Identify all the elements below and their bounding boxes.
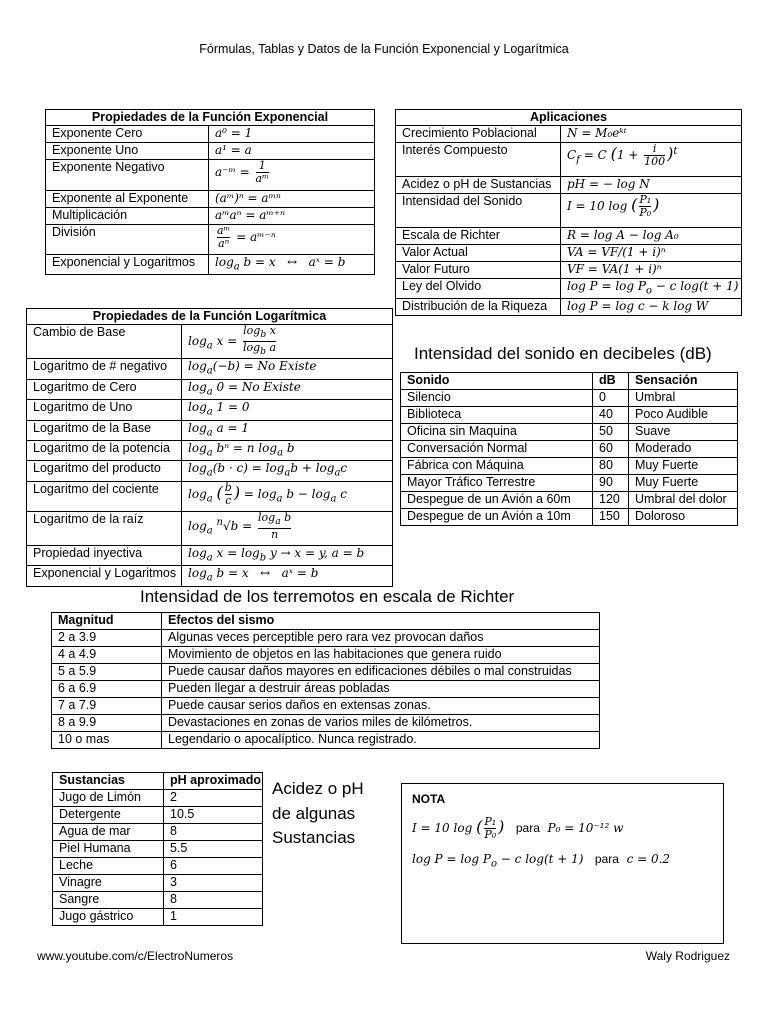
- app-formula: pH = − log N: [561, 177, 742, 194]
- richter-cell: Pueden llegar a destruir áreas pobladas: [162, 681, 600, 698]
- log-formula: $\log_a 0 = No$ Existe: [182, 379, 393, 399]
- richter-cell: Legendario o apocalíptico. Nunca registrado.: [162, 732, 600, 749]
- exp-formula: $\log_a b = x$ ↔ aˣ = b: [209, 255, 375, 275]
- sound-cell: Suave: [629, 424, 738, 441]
- exp-row-label: Exponente al Exponente: [46, 191, 209, 208]
- app-formula: I = 10 log ( $\frac{\text{P₁}}{\text{P₀}}$ ): [561, 194, 742, 228]
- richter-cell: 6 a 6.9: [52, 681, 162, 698]
- app-row-label: Crecimiento Poblacional: [396, 126, 561, 143]
- applications-table: [395, 109, 742, 316]
- note-title: NOTA: [412, 792, 446, 806]
- app-formula: $C_f = C$ (1 + $\frac{i}{100}$ )$^t$: [561, 143, 742, 177]
- sound-cell: Mayor Tráfico Terrestre: [401, 475, 593, 492]
- app-row-label: Interés Compuesto: [396, 143, 561, 177]
- log-formula: $\log_a(b \cdot c) = \log_ab + \log_ac$: [182, 461, 393, 481]
- richter-header: Magnitud: [52, 613, 162, 630]
- sound-cell: 0: [593, 390, 629, 407]
- sound-cell: 80: [593, 458, 629, 475]
- logarithmic-properties-table: [26, 308, 393, 587]
- sound-cell: 50: [593, 424, 629, 441]
- note-box: [401, 783, 724, 944]
- sound-cell: Despegue de un Avión a 10m: [401, 509, 593, 526]
- app-formula: R = log A − log A₀: [561, 228, 742, 245]
- app-row-label: Escala de Richter: [396, 228, 561, 245]
- app-formula: VA = VF/(1 + i)ⁿ: [561, 245, 742, 262]
- ph-cell: Leche: [53, 858, 164, 875]
- ph-cell: Detergente: [53, 807, 164, 824]
- exponential-properties-table: [45, 109, 375, 275]
- richter-cell: Puede causar serios daños en extensas zonas.: [162, 698, 600, 715]
- ph-cell: Agua de mar: [53, 824, 164, 841]
- sound-header: dB: [593, 373, 629, 390]
- app-formula: log P = log c − k log W: [561, 299, 742, 316]
- richter-cell: 8 a 9.9: [52, 715, 162, 732]
- ph-cell: 6: [164, 858, 263, 875]
- richter-cell: 4 a 4.9: [52, 647, 162, 664]
- log-formula: $\log_a b^n = n$ $\log_a b$: [182, 440, 393, 460]
- sound-cell: Umbral del dolor: [629, 492, 738, 509]
- app-row-label: Ley del Olvido: [396, 279, 561, 299]
- richter-cell: 7 a 7.9: [52, 698, 162, 715]
- log-formula: $\log_a b = x$ ↔ aˣ = b: [182, 566, 393, 586]
- log-formula: $\log_a(-b) = No$ Existe: [182, 359, 393, 379]
- sound-cell: Muy Fuerte: [629, 475, 738, 492]
- sound-cell: Silencio: [401, 390, 593, 407]
- app-row-label: Intensidad del Sonido: [396, 194, 561, 228]
- exp-row-label: Exponente Negativo: [46, 160, 209, 191]
- exp-row-label: Exponencial y Logaritmos: [46, 255, 209, 275]
- richter-cell: 5 a 5.9: [52, 664, 162, 681]
- exp-formula: a⁰ = 1: [209, 126, 375, 143]
- app-row-label: Valor Futuro: [396, 262, 561, 279]
- note-formula-forget: $\log P = \log P_o - c$ log(t + 1) para c = 0.2: [412, 852, 671, 870]
- ph-table: [52, 772, 263, 926]
- ph-cell: Jugo de Limón: [53, 790, 164, 807]
- richter-cell: Puede causar daños mayores en edificaciones débiles o mal construidas: [162, 664, 600, 681]
- richter-cell: Algunas veces perceptible pero rara vez provocan daños: [162, 630, 600, 647]
- richter-cell: Movimiento de objetos en las habitaciones que genera ruido: [162, 647, 600, 664]
- note-formula-sound: I = 10 log ( $\frac{\text{P₁}}{\text{P₀}}$ ) para P₀ = 10⁻¹² w: [412, 815, 624, 841]
- log-row-label: Propiedad inyectiva: [27, 545, 182, 565]
- page-title: Fórmulas, Tablas y Datos de la Función Exponencial y Logarítmica: [199, 42, 569, 56]
- richter-table: [51, 612, 600, 749]
- log-row-label: Logaritmo de la raíz: [27, 511, 182, 545]
- log-formula: $\log_a ^n√b$ = $\frac{\log_a b}{n}$: [182, 511, 393, 545]
- ph-cell: Vinagre: [53, 875, 164, 892]
- sound-cell: Muy Fuerte: [629, 458, 738, 475]
- exp-formula: aᵐaⁿ = aᵐ⁺ⁿ: [209, 208, 375, 225]
- log-table-title: Propiedades de la Función Logarítmica: [26, 308, 393, 324]
- sound-cell: Doloroso: [629, 509, 738, 526]
- ph-section-title: Acidez o pH de algunas Sustancias: [272, 779, 364, 847]
- app-row-label: Valor Actual: [396, 245, 561, 262]
- exp-formula: $\frac{\text{aᵐ}}{\text{aⁿ}}$ = aᵐ⁻ⁿ: [209, 225, 375, 255]
- sound-header: Sonido: [401, 373, 593, 390]
- sound-header: Sensación: [629, 373, 738, 390]
- sound-cell: Poco Audible: [629, 407, 738, 424]
- log-formula: $\log_a$ ( $\frac{b}{c}$ ) = $\log_a b - \log_a c$: [182, 481, 393, 511]
- ph-header: Sustancias: [53, 773, 164, 790]
- log-formula: $\log_a a = 1$: [182, 420, 393, 440]
- sound-cell: 90: [593, 475, 629, 492]
- ph-cell: 2: [164, 790, 263, 807]
- exp-formula: (aᵐ)ⁿ = aᵐⁿ: [209, 191, 375, 208]
- sound-cell: 150: [593, 509, 629, 526]
- richter-header: Efectos del sismo: [162, 613, 600, 630]
- sound-cell: Oficina sin Maquina: [401, 424, 593, 441]
- sound-cell: Despegue de un Avión a 60m: [401, 492, 593, 509]
- sound-cell: 40: [593, 407, 629, 424]
- log-row-label: Exponencial y Logaritmos: [27, 566, 182, 586]
- log-row-label: Logaritmo de # negativo: [27, 359, 182, 379]
- richter-cell: Devastaciones en zonas de varios miles de kilómetros.: [162, 715, 600, 732]
- log-row-label: Cambio de Base: [27, 325, 182, 359]
- sound-cell: Biblioteca: [401, 407, 593, 424]
- note-para-label: para: [594, 852, 619, 866]
- sound-cell: Umbral: [629, 390, 738, 407]
- exp-formula: a⁻ᵐ = $\frac{1}{\text{aᵐ}}$: [209, 160, 375, 191]
- app-formula: VF = VA(1 + i)ⁿ: [561, 262, 742, 279]
- richter-section-title: Intensidad de los terremotos en escala de Richter: [140, 587, 515, 606]
- note-para-label: para: [515, 821, 540, 835]
- footer-channel-url: www.youtube.com/c/ElectroNumeros: [37, 949, 234, 963]
- ph-cell: 3: [164, 875, 263, 892]
- app-row-label: Distribución de la Riqueza: [396, 299, 561, 316]
- richter-cell: 10 o mas: [52, 732, 162, 749]
- ph-cell: 5.5: [164, 841, 263, 858]
- log-formula: $\log_a x = \log_b y \to x = y$, a = b: [182, 545, 393, 565]
- log-row-label: Logaritmo del cociente: [27, 481, 182, 511]
- ph-cell: 8: [164, 824, 263, 841]
- ph-cell: 10.5: [164, 807, 263, 824]
- app-row-label: Acidez o pH de Sustancias: [396, 177, 561, 194]
- exp-row-label: Exponente Uno: [46, 143, 209, 160]
- ph-cell: 1: [164, 909, 263, 926]
- sound-cell: Fábrica con Máquina: [401, 458, 593, 475]
- ph-cell: 8: [164, 892, 263, 909]
- ph-header: pH aproximado: [164, 773, 263, 790]
- ph-cell: Piel Humana: [53, 841, 164, 858]
- exp-formula: a¹ = a: [209, 143, 375, 160]
- exp-table-title: Propiedades de la Función Exponencial: [45, 109, 375, 125]
- richter-cell: 2 a 3.9: [52, 630, 162, 647]
- log-formula: $\log_a 1 = 0$: [182, 400, 393, 420]
- apps-table-title: Aplicaciones: [395, 109, 742, 125]
- sound-cell: 120: [593, 492, 629, 509]
- log-row-label: Logaritmo de Cero: [27, 379, 182, 399]
- sound-intensity-table: [400, 372, 738, 526]
- ph-cell: Jugo gástrico: [53, 909, 164, 926]
- sound-cell: 60: [593, 441, 629, 458]
- ph-cell: Sangre: [53, 892, 164, 909]
- exp-row-label: Exponente Cero: [46, 126, 209, 143]
- log-formula: $\log_a x$ = $\frac{\log_b x}{\log_b a}$: [182, 325, 393, 359]
- log-row-label: Logaritmo de la Base: [27, 420, 182, 440]
- exp-row-label: Multiplicación: [46, 208, 209, 225]
- sound-cell: Moderado: [629, 441, 738, 458]
- exp-row-label: División: [46, 225, 209, 255]
- sound-cell: Conversación Normal: [401, 441, 593, 458]
- sound-section-title: Intensidad del sonido en decibeles (dB): [414, 344, 712, 363]
- app-formula: $\log P = \log P_o - c$ log(t + 1): [561, 279, 742, 299]
- log-row-label: Logaritmo de Uno: [27, 400, 182, 420]
- log-row-label: Logaritmo del producto: [27, 461, 182, 481]
- footer-author: Waly Rodriguez: [645, 949, 730, 963]
- app-formula: N = M₀eᵏᵗ: [561, 126, 742, 143]
- log-row-label: Logaritmo de la potencia: [27, 440, 182, 460]
